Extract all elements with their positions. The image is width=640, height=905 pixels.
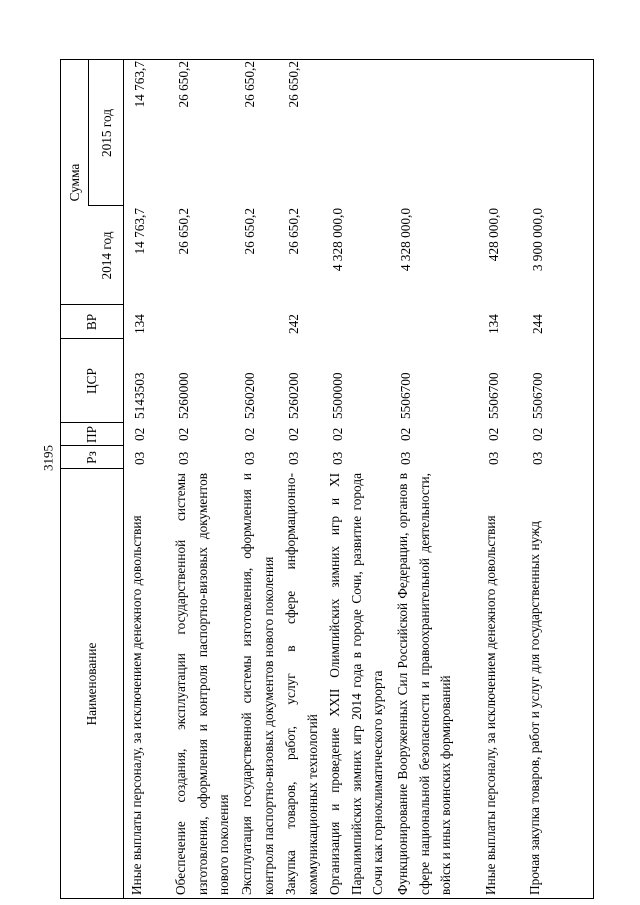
header-pr: ПР (84, 426, 99, 443)
row-name: Прочая закупка товаров, работ и услуг для государственных нужд (527, 520, 542, 895)
row-rz: 03 (486, 451, 501, 465)
row-rz: 03 (176, 451, 191, 465)
header-rz: Рз (84, 451, 99, 464)
row-vr: 242 (286, 314, 301, 334)
row-pr: 02 (176, 427, 191, 441)
row-2014: 4 328 000,0 (398, 208, 413, 272)
row-pr: 02 (286, 427, 301, 441)
row-rz: 03 (242, 451, 257, 465)
row-rz: 03 (286, 451, 301, 465)
row-2014: 14 763,7 (132, 208, 147, 255)
row-2015: 26 650,2 (286, 61, 301, 108)
row-csr: 5506700 (530, 372, 545, 419)
row-name: Эксплуатация государственной системы изготовления, оформления и контроля паспортно-визовых документов нового поколения (239, 473, 276, 895)
row-rz: 03 (330, 451, 345, 465)
header-2014: 2014 год (99, 231, 114, 280)
header-csr: ЦСР (84, 368, 99, 394)
row-2015: 26 650,2 (176, 61, 191, 108)
row-csr: 5143503 (132, 372, 147, 419)
row-pr: 02 (242, 427, 257, 441)
row-2014: 428 000,0 (486, 208, 501, 262)
row-name: Иные выплаты персоналу, за исключением денежного довольствия (129, 515, 144, 895)
row-2015: 26 650,2 (242, 61, 257, 108)
table-border-bottom (593, 59, 594, 899)
row-vr: 134 (132, 314, 147, 334)
row-2014: 26 650,2 (286, 208, 301, 255)
row-name: Функционирование Вооруженных Сил Российской Федерации, органов в сфере национальной безопасности и правоохранительной деятельности, войск и иных воинских формирований (395, 473, 453, 895)
table-border-left (60, 898, 594, 899)
row-pr: 02 (132, 427, 147, 441)
row-csr: 5500000 (330, 372, 345, 419)
row-vr: 244 (530, 314, 545, 334)
row-2014: 3 900 000,0 (530, 208, 545, 272)
row-pr: 02 (330, 427, 345, 441)
header-divider (123, 59, 124, 899)
row-csr: 5260000 (176, 372, 191, 419)
row-csr: 5506700 (398, 372, 413, 419)
row-2014: 26 650,2 (242, 208, 257, 255)
row-rz: 03 (132, 451, 147, 465)
header-vr: ВР (84, 313, 99, 331)
budget-table (60, 59, 594, 899)
row-rz: 03 (530, 451, 545, 465)
row-vr: 134 (486, 314, 501, 334)
row-csr: 5506700 (486, 372, 501, 419)
header-name: Наименование (84, 642, 99, 726)
row-2015: 14 763,7 (132, 61, 147, 108)
row-pr: 02 (486, 427, 501, 441)
row-csr: 5260200 (286, 372, 301, 419)
page-number: 3195 (40, 445, 56, 471)
row-csr: 5260200 (242, 372, 257, 419)
row-name: Закупка товаров, работ, услуг в сфере информационно-коммуникационных технологий (283, 473, 320, 895)
row-name: Иные выплаты персоналу, за исключением денежного довольствия (483, 515, 498, 895)
row-pr: 02 (398, 427, 413, 441)
row-name: Обеспечение создания, эксплуатации государственной системы изготовления, оформления и контроля паспортно-визовых документов нового поколения (173, 473, 231, 895)
row-rz: 03 (398, 451, 413, 465)
row-name: Организация и проведение XXII Олимпийских зимних игр и XI Паралимпийских зимних игр 2014 года в городе Сочи, развитие города Сочи как горноклиматического курорта (327, 473, 385, 895)
row-2014: 4 328 000,0 (330, 208, 345, 272)
sum-subheader-divider (88, 59, 89, 206)
row-pr: 02 (530, 427, 545, 441)
header-sum: Сумма (67, 163, 82, 202)
table-border-right (60, 59, 594, 60)
table-border-top (60, 59, 61, 899)
row-2014: 26 650,2 (176, 208, 191, 255)
header-2015: 2015 год (99, 108, 114, 158)
